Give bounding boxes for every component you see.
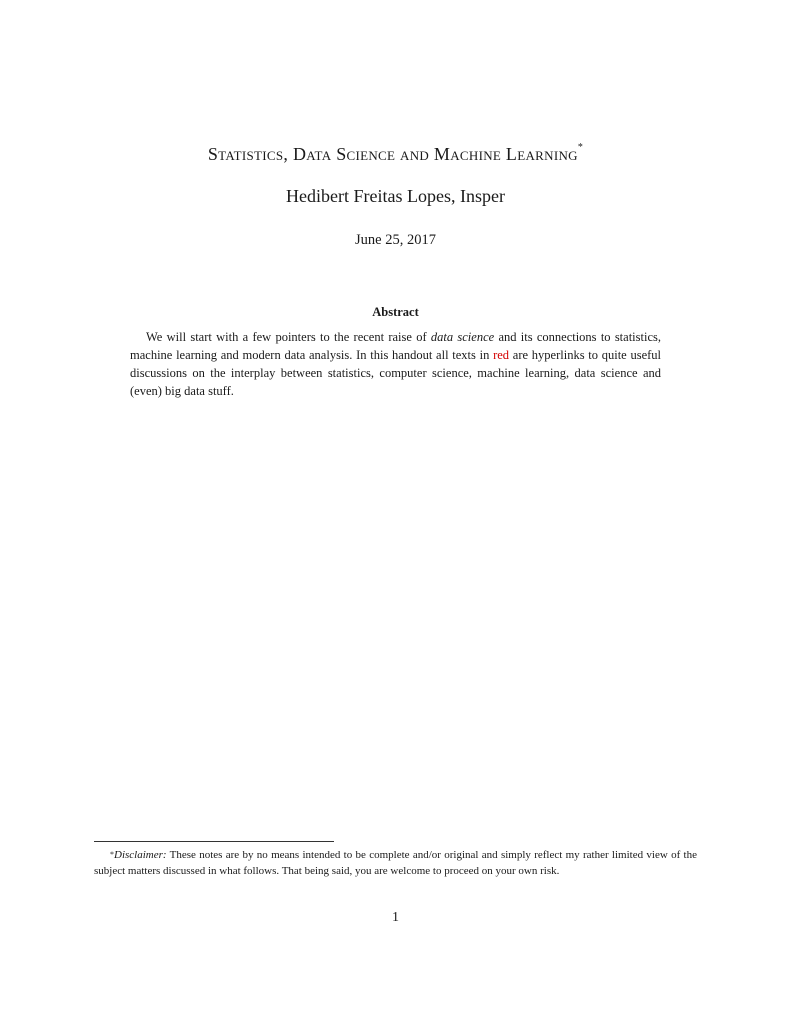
footnote-mark: * xyxy=(110,850,114,859)
red-hyperlink-word[interactable]: red xyxy=(493,348,510,362)
abstract-text-before-italic: We will start with a few pointers to the recent raise of xyxy=(146,330,431,344)
footnote-label: Disclaimer: xyxy=(114,849,167,861)
footnote-disclaimer xyxy=(94,847,697,879)
abstract-text-end: are hyperlinks to quite useful discussions on the interplay between statistics, computer science, machine learning, data science and (even) big data stuff. xyxy=(130,348,662,398)
abstract-heading: Abstract xyxy=(372,305,419,319)
abstract-text-after-italic: and its connections to statistics, machine learning and modern data analysis. In this handout all texts in xyxy=(130,330,661,362)
title-footnote-mark: * xyxy=(577,142,584,153)
paper-date: June 25, 2017 xyxy=(355,232,436,248)
footnote-text: These notes are by no means intended to be complete and/or original and simply reflect my rather limited view of the subject matters discussed in what follows. That being said, you are welcome to proceed on your own risk. xyxy=(94,849,697,877)
abstract-italic-phrase: data science xyxy=(430,330,495,344)
page-number: 1 xyxy=(392,910,399,925)
abstract-body xyxy=(130,328,661,400)
paper-title xyxy=(0,144,791,165)
paper-author: Hedibert Freitas Lopes, Insper xyxy=(286,186,505,206)
footnote-divider xyxy=(94,841,334,842)
paper-title-text: Statistics, Data Science and Machine Learning xyxy=(207,144,578,164)
